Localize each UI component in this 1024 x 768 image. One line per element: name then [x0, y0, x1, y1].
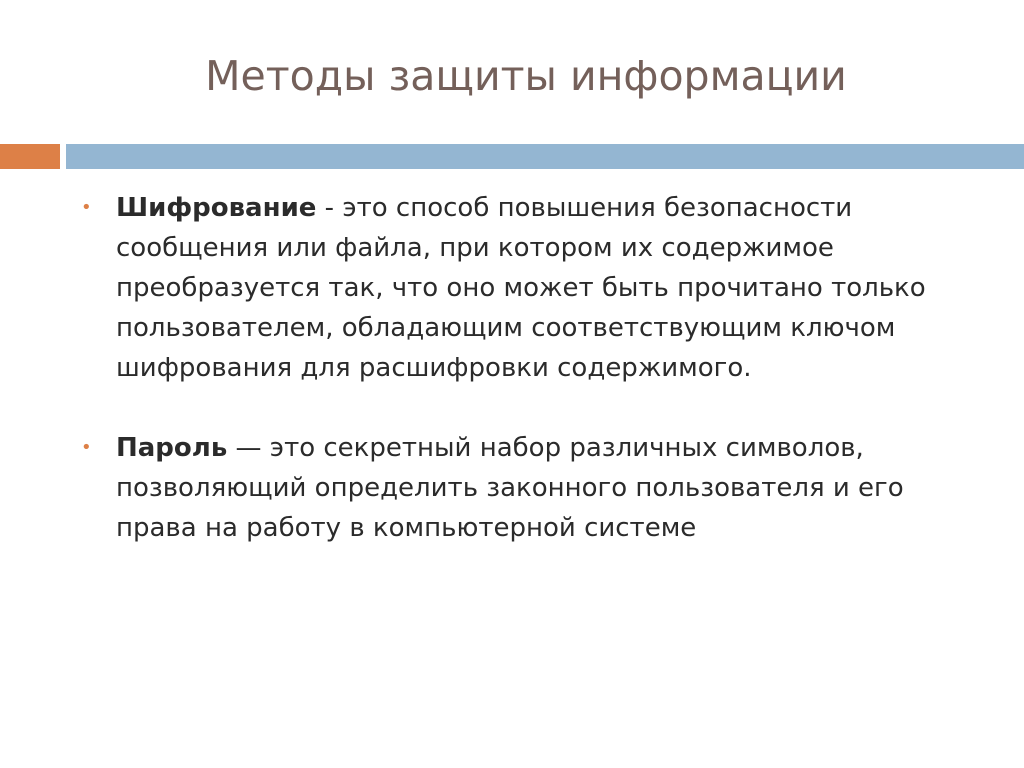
slide-content	[78, 188, 978, 548]
accent-bar-blue	[66, 144, 1024, 169]
bullet-dot: •	[81, 197, 92, 218]
bullet-term: Пароль	[116, 433, 228, 463]
bullet-item-password	[78, 428, 978, 548]
bullet-item-encryption	[78, 188, 978, 388]
bullet-text: - это способ повышения безопасности сообщения или файла, при котором их содержимое преобразуется так, что оно может быть прочитано только пользователем, обладающим соответствующим ключом шифрования для расшифровки содержимого.	[116, 193, 926, 383]
accent-bar-orange	[0, 144, 60, 169]
bullet-term: Шифрование	[116, 193, 317, 223]
bullet-text: — это секретный набор различных символов, позволяющий определить законного пользователя и его права на работу в компьютерной системе	[116, 433, 904, 543]
slide-title: Методы защиты информации	[205, 52, 847, 100]
bullet-dot: •	[81, 437, 92, 458]
